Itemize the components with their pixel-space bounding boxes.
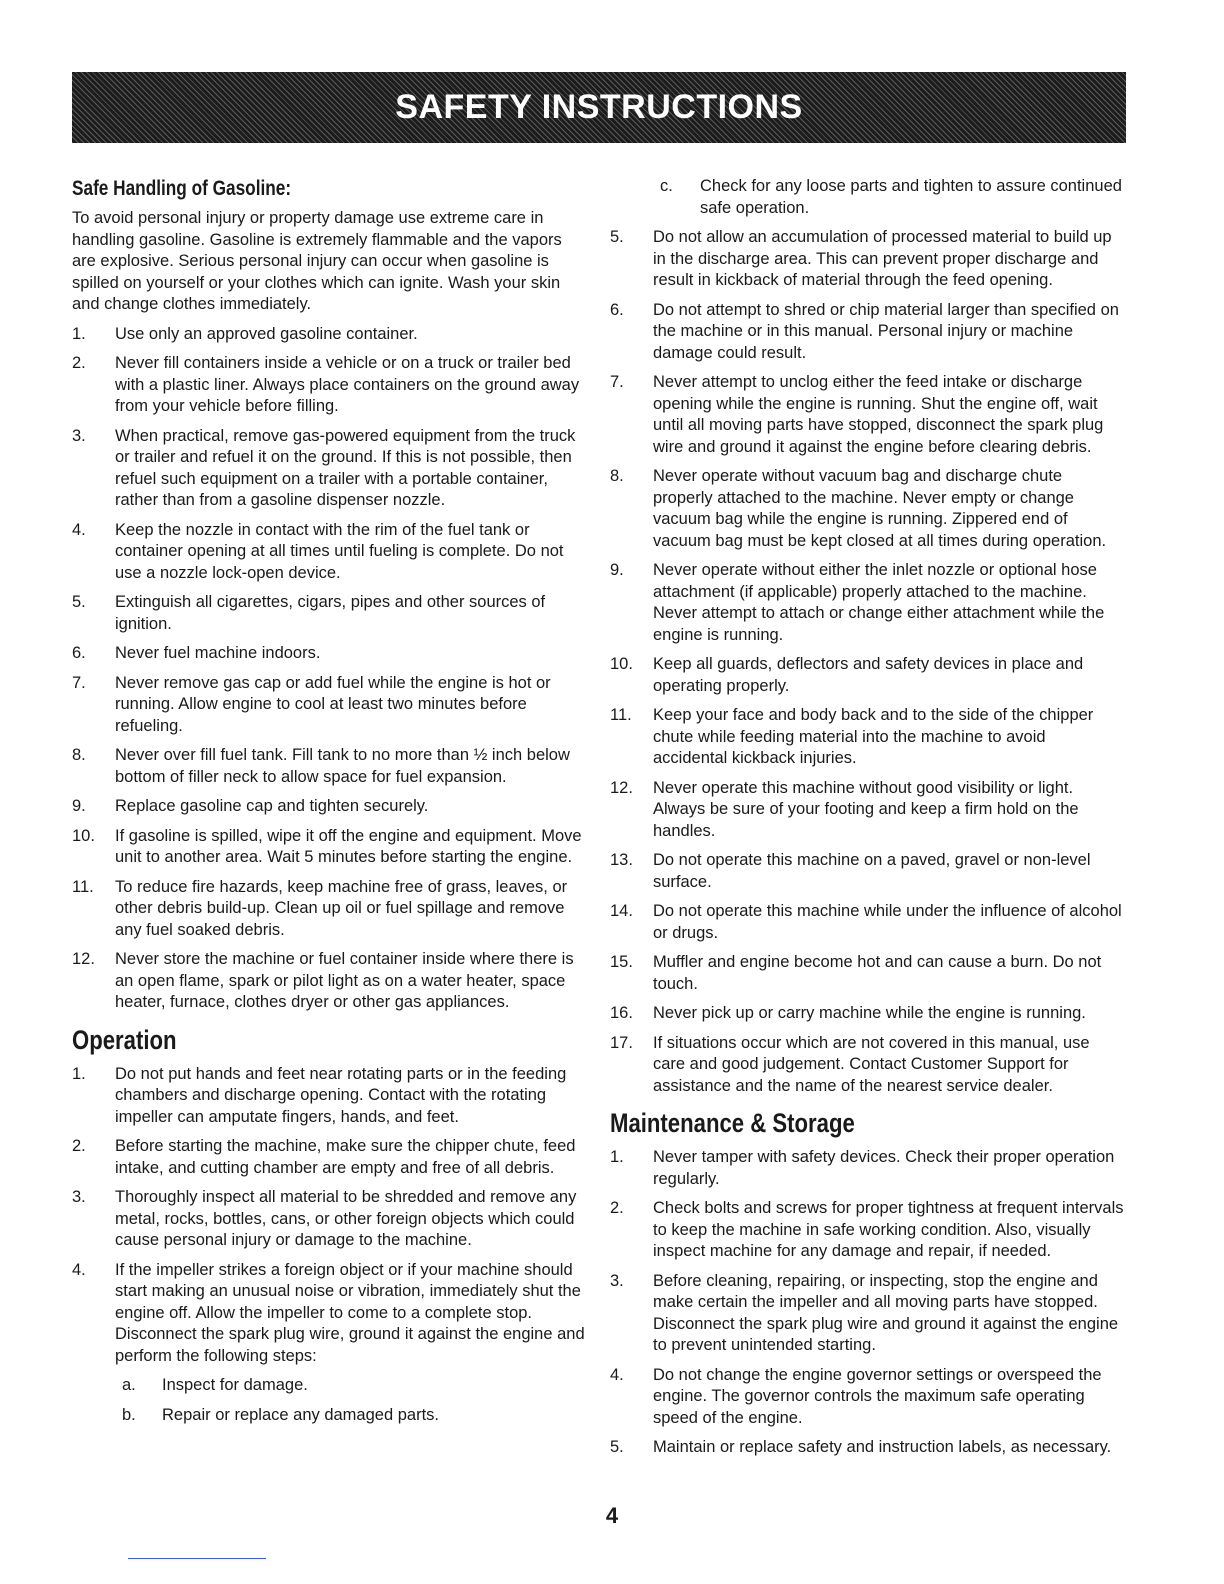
item-text: Keep your face and body back and to the side of the chipper chute while feeding material into the machine to avoid accidental kickback injuries. [653,706,1094,767]
item-number: 7. [72,673,86,692]
item-number: 8. [72,746,86,764]
item-number: 5. [72,593,86,611]
item-text: Never remove gas cap or add fuel while the engine is hot or running. Allow engine to cool at least two minutes before refueling. [115,673,551,735]
list-item [72,592,590,635]
item-text: If gasoline is spilled, wipe it off the engine and equipment. Move unit to another area. Wait 5 minutes before starting the engine. [115,826,582,866]
list-item [72,877,590,942]
item-number: 2. [610,1199,624,1217]
item-number: 1. [610,1148,624,1166]
list-item [72,426,590,512]
item-text: Thoroughly inspect all material to be shredded and remove any metal, rocks, bottles, cans, or other foreign objects which could cause personal injury or damage to the machine. [115,1188,577,1249]
maintenance-heading: Maintenance & Storage [610,1108,855,1138]
list-item [72,826,590,869]
item-number: 6. [72,644,86,662]
list-item [610,1198,1124,1263]
item-text: Keep all guards, deflectors and safety devices in place and operating properly. [653,655,1084,695]
list-item [72,949,590,1014]
list-item [72,520,590,585]
item-number: 2. [72,1137,86,1155]
item-text: Before starting the machine, make sure the chipper chute, feed intake, and cutting chamber are empty and free of all debris. [115,1137,576,1177]
item-text: Keep the nozzle in contact with the rim of the fuel tank or container opening at all times until fueling is complete. Do not use a nozzle lock-open device. [115,520,564,582]
item-text: Never fuel machine indoors. [115,644,321,662]
item-number: 5. [610,1438,624,1456]
list-item [72,1260,590,1368]
item-text: Check bolts and screws for proper tightness at frequent intervals to keep the machine in safe working condition. Also, visually inspect machine for any damage and repair, if needed. [653,1199,1124,1260]
item-number: 3. [72,426,86,445]
item-text: Do not put hands and feet near rotating parts or in the feeding chambers and discharge opening. Contact with the rotating impeller can amputate fingers, hands, and feet. [115,1064,567,1126]
item-number: 14. [610,902,633,920]
item-letter: b. [122,1405,136,1424]
list-item [610,372,1124,458]
item-text: Repair or replace any damaged parts. [162,1405,439,1424]
item-number: 4. [72,520,86,539]
item-text: Use only an approved gasoline container. [115,324,418,343]
item-text: Inspect for damage. [162,1376,308,1394]
item-number: 17. [610,1033,633,1052]
sub-item [122,1375,590,1397]
list-item [72,1187,590,1252]
list-item [610,560,1124,646]
list-item [610,778,1124,843]
item-text: Check for any loose parts and tighten to assure continued safe operation. [700,177,1122,217]
item-number: 8. [610,467,624,485]
sub-item [660,176,1124,219]
item-number: 4. [610,1365,624,1384]
item-text: Do not operate this machine on a paved, gravel or non-level surface. [653,851,1091,891]
list-item [72,673,590,738]
gasoline-heading: Safe Handling of Gasoline: [72,177,292,200]
item-text: Never fill containers inside a vehicle or on a truck or trailer bed with a plastic liner. Always place containers on the ground away from your vehicle before filling. [115,354,580,415]
list-item [72,1136,590,1179]
item-text: Do not operate this machine while under the influence of alcohol or drugs. [653,902,1122,942]
list-item [610,952,1124,995]
list-item [610,1365,1124,1430]
item-text: Never tamper with safety devices. Check their proper operation regularly. [653,1148,1115,1188]
item-number: 11. [610,706,632,724]
item-number: 9. [610,561,624,579]
item-letter: a. [122,1376,136,1394]
item-text: Do not change the engine governor settings or overspeed the engine. The governor controls the maximum safe operating speed of the engine. [653,1365,1102,1427]
list-item [72,324,590,346]
item-number: 2. [72,354,86,372]
list-item [610,1437,1124,1459]
item-number: 1. [72,1064,86,1083]
gasoline-intro: To avoid personal injury or property damage use extreme care in handling gasoline. Gasoline is extremely flammable and the vapors are explosive. Serious personal injury can occur when gasoline is spilled on yourself or your clothes which can ignite. Wash your skin and change clothes immediately. [72,209,562,313]
item-text: Never store the machine or fuel container inside where there is an open flame, spark or pilot light as on a water heater, space heater, furnace, clothes dryer or other gas appliances. [115,950,574,1011]
list-item [72,643,590,665]
footer-rule [128,1558,266,1559]
item-text: Never operate this machine without good visibility or light. Always be sure of your footing and keep a firm hold on the handles. [653,778,1079,840]
operation-heading: Operation [72,1024,177,1055]
item-number: 9. [72,797,86,815]
item-text: Never pick up or carry machine while the engine is running. [653,1004,1086,1022]
item-text: Maintain or replace safety and instruction labels, as necessary. [653,1438,1112,1456]
right-column [610,176,1124,1467]
list-item [610,901,1124,944]
list-item [610,1003,1124,1025]
list-item [72,796,590,818]
item-number: 10. [610,655,633,673]
item-text: To reduce fire hazards, keep machine free of grass, leaves, or other debris build-up. Clean up oil or fuel spillage and remove any fuel soaked debris. [115,877,568,939]
list-item [72,745,590,788]
item-number: 16. [610,1004,633,1022]
list-item [610,227,1124,292]
item-text: If the impeller strikes a foreign object or if your machine should start making an unusual noise or vibration, immediately shut the engine off. Allow the impeller to come to a complete stop. Disconnect the spark plug wire, ground it against the engine and perform the following steps: [115,1260,585,1365]
item-number: 15. [610,953,633,971]
item-text: Muffler and engine become hot and can cause a burn. Do not touch. [653,953,1102,993]
item-text: Replace gasoline cap and tighten securely. [115,797,429,815]
item-number: 12. [72,950,95,968]
item-number: 1. [72,324,86,343]
item-text: Do not attempt to shred or chip material larger than specified on the machine or in this manual. Personal injury or machine damage could result. [653,300,1119,362]
item-number: 11. [72,877,94,896]
list-item [72,353,590,418]
list-item [610,300,1124,365]
item-number: 6. [610,300,624,319]
list-item [72,1064,590,1129]
item-number: 7. [610,373,624,391]
item-number: 12. [610,778,633,797]
item-letter: c. [660,177,673,195]
item-text: Never attempt to unclog either the feed intake or discharge opening while the engine is running. Shut the engine off, wait until all moving parts have stopped, disconnect the spark plug wire and ground it against the engine before clearing debris. [653,373,1104,456]
item-text: If situations occur which are not covered in this manual, use care and good judgement. Contact Customer Support for assistance and the name of the nearest service dealer. [653,1033,1090,1095]
list-item [610,705,1124,770]
page-title: SAFETY INSTRUCTIONS [395,88,803,126]
page-number: 4 [605,1503,619,1528]
operation-list [72,1064,590,1368]
item-number: 13. [610,851,633,869]
item-number: 3. [72,1188,86,1206]
operation-list-continued [610,227,1124,1097]
left-column [72,176,590,1434]
list-item [610,466,1124,552]
list-item [610,1033,1124,1098]
item-number: 10. [72,826,95,845]
item-text: Never over fill fuel tank. Fill tank to no more than ½ inch below bottom of filler neck to allow space for fuel expansion. [115,746,570,786]
list-item [610,1147,1124,1190]
item-text: Before cleaning, repairing, or inspecting, stop the engine and make certain the impeller and all moving parts have stopped. Disconnect the spark plug wire and ground it against the engine to prevent unintended starting. [653,1271,1119,1354]
item-text: Never operate without vacuum bag and discharge chute properly attached to the machine. Never empty or change vacuum bag while the engine is running. Zippered end of vacuum bag must be kept closed at all times during operation. [653,467,1107,550]
gasoline-list [72,324,590,1014]
item-text: When practical, remove gas-powered equipment from the truck or trailer and refuel it on the ground. If this is not possible, then refuel such equipment on a trailer with a portable container, rather than from a gasoline dispenser nozzle. [115,426,576,509]
list-item [610,654,1124,697]
list-item [610,850,1124,893]
item-text: Never operate without either the inlet nozzle or optional hose attachment (if applicable) properly attached to the machine. Never attempt to attach or change either attachment while the engine is running. [653,561,1105,644]
header-banner [72,72,1126,143]
item-number: 4. [72,1260,86,1279]
item-text: Extinguish all cigarettes, cigars, pipes and other sources of ignition. [115,593,546,633]
item-number: 3. [610,1271,624,1290]
maintenance-list [610,1147,1124,1459]
sub-item [122,1405,590,1427]
item-number: 5. [610,228,624,246]
list-item [610,1271,1124,1357]
item-text: Do not allow an accumulation of processed material to build up in the discharge area. This can prevent proper discharge and result in kickback of material through the feed opening. [653,228,1112,289]
